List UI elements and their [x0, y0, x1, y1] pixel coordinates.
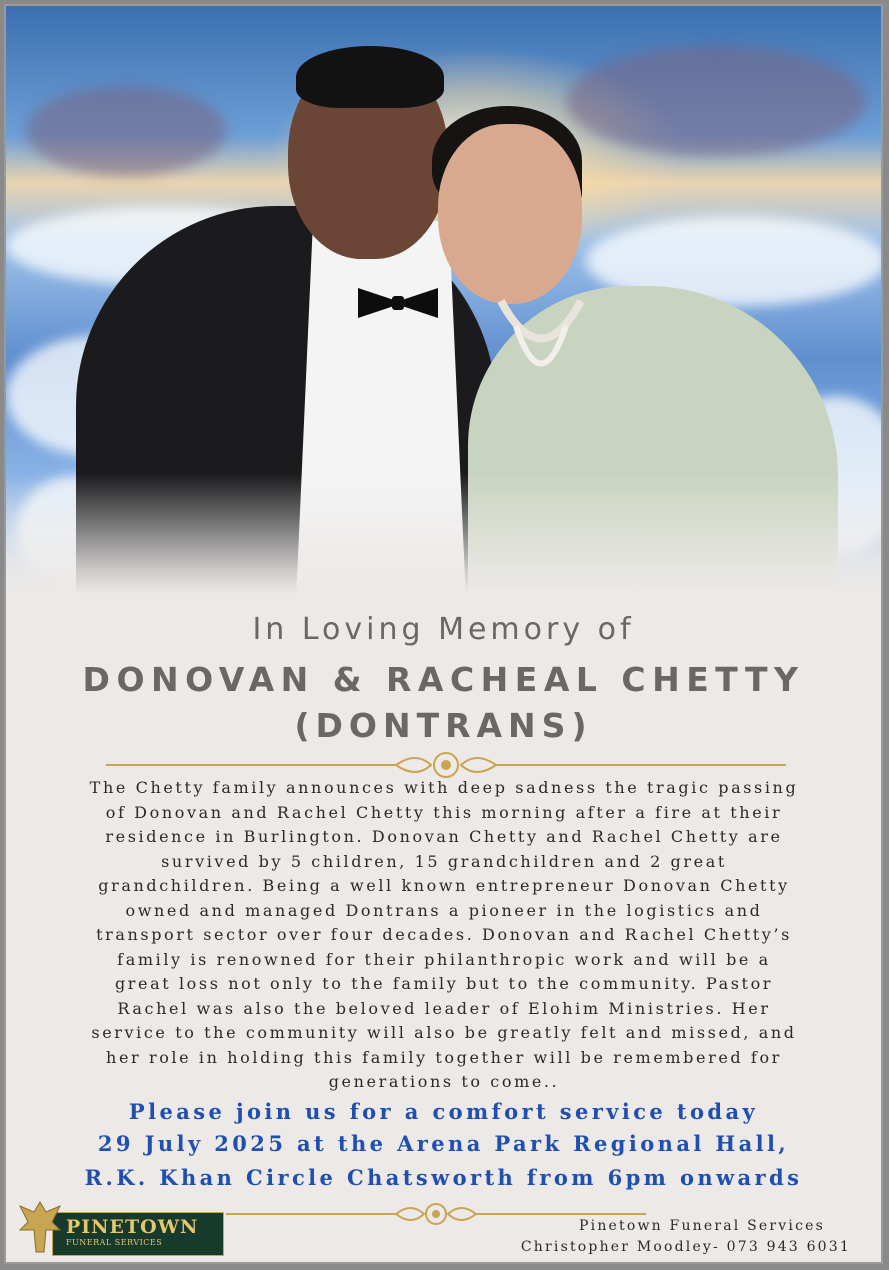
announcement-text	[26, 776, 862, 1095]
cloud	[566, 46, 866, 156]
announcement-line: The Chetty family announces with deep sadness the tragic passing	[89, 778, 799, 797]
contact-details: Christopher Moodley- 073 943 6031	[520, 1239, 851, 1255]
announcement-line: of Donovan and Rachel Chetty this morning after a fire at their	[105, 802, 783, 822]
necklace-icon	[496, 296, 586, 406]
company-heading: (DONTRANS)	[294, 706, 593, 745]
announcement-line: transport sector over four decades. Donovan and Rachel Chetty’s	[96, 925, 792, 944]
service-date-venue: 29 July 2025 at the Arena Park Regional Hall,	[97, 1131, 790, 1156]
pinetown-logo	[12, 1196, 227, 1258]
cloud	[26, 86, 226, 176]
service-address-time: R.K. Khan Circle Chatsworth from 6pm onwards	[84, 1165, 803, 1190]
memorial-card	[4, 4, 883, 1264]
announcement-line: grandchildren. Being a well known entrepreneur Donovan Chetty	[98, 876, 790, 895]
funeral-company-name: Pinetown Funeral Services	[579, 1218, 825, 1234]
announcement-line: survived by 5 children, 15 grandchildren and 2 great	[161, 851, 727, 871]
photo-fade	[6, 474, 881, 594]
announcement-line: her role in holding this family together will be remembered for	[106, 1047, 782, 1067]
eagle-icon	[16, 1196, 64, 1258]
announcement-line: service to the community will also be greatly felt and missed, and	[91, 1023, 797, 1042]
names-heading: DONOVAN & RACHEAL CHETTY	[82, 660, 805, 699]
announcement-line: residence in Burlington. Donovan Chetty and Rachel Chetty are	[105, 827, 783, 846]
bowtie-icon	[358, 284, 438, 322]
logo-subtitle: FUNERAL SERVICES	[66, 1238, 163, 1247]
in-loving-memory-heading: In Loving Memory of	[252, 612, 635, 647]
announcement-line: Rachel was also the beloved leader of Elohim Ministries. Her	[117, 998, 771, 1018]
couple-photo	[6, 6, 881, 594]
woman-face	[438, 124, 582, 304]
announcement-line: family is renowned for their philanthropic work and will be a	[117, 949, 771, 969]
announcement-line: generations to come..	[328, 1072, 560, 1091]
announcement-line: great loss not only to the family but to the community. Pastor	[114, 974, 774, 993]
announcement-line: owned and managed Dontrans a pioneer in the logistics and	[125, 900, 763, 920]
logo-title: PINETOWN	[66, 1216, 199, 1238]
man-hair	[296, 46, 444, 108]
service-invitation: Please join us for a comfort service today	[128, 1099, 759, 1124]
